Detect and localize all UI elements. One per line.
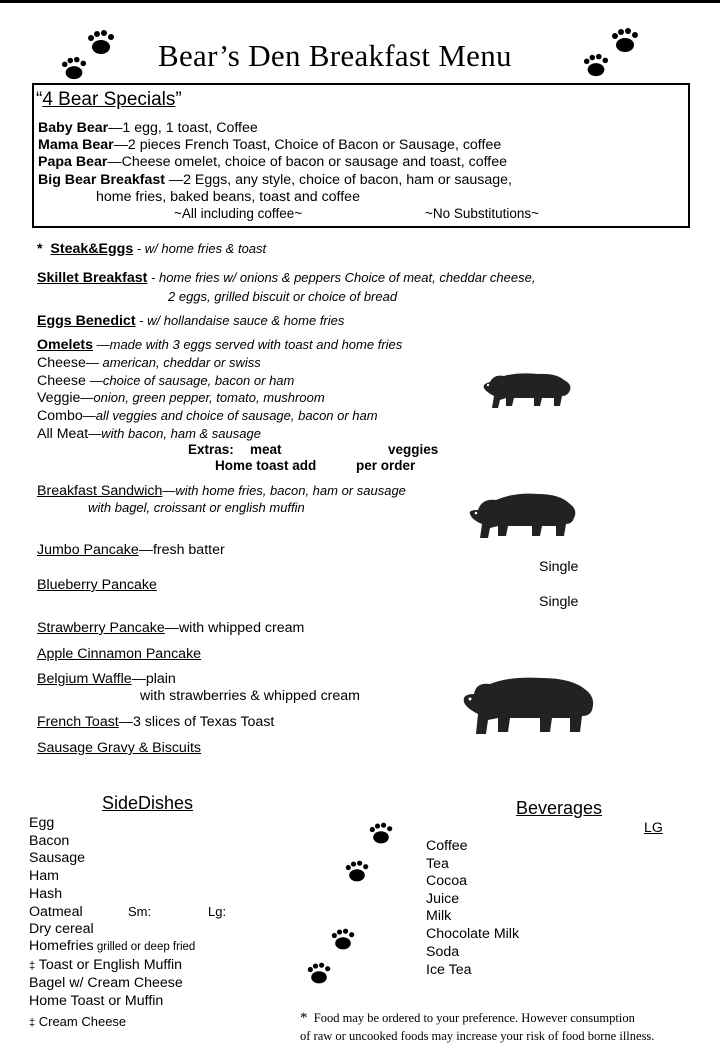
menu-french-toast: French Toast—3 slices of Texas Toast (37, 714, 275, 730)
menu-steak-eggs: * Steak&Eggs - w/ home fries & toast (37, 241, 267, 257)
paw-print-icon (86, 28, 116, 56)
special-big-bear-cont: home fries, baked beans, toast and coffee (96, 189, 360, 205)
menu-skillet: Skillet Breakfast - home fries w/ onions & peppers Choice of meat, cheddar cheese, (37, 270, 536, 286)
specials-heading: “4 Bear Specials” (36, 89, 182, 110)
omelet-combo: Combo—all veggies and choice of sausage, bacon or ham (37, 408, 378, 424)
extras-meat: meat (250, 442, 282, 457)
beverage-item: Coffee (426, 838, 468, 854)
side-item: Egg (29, 815, 55, 831)
extras-veggies: veggies (388, 442, 439, 457)
side-homefries: Homefries grilled or deep fried (29, 938, 196, 954)
beverage-item: Juice (426, 891, 460, 907)
beverage-item: Chocolate Milk (426, 926, 520, 942)
paw-print-icon (306, 958, 332, 988)
beverage-item: Cocoa (426, 873, 468, 889)
paw-print-icon (610, 26, 640, 54)
special-big-bear: Big Bear Breakfast —2 Eggs, any style, choice of bacon, ham or sausage, (38, 172, 512, 188)
omelet-all-meat: All Meat—with bacon, ham & sausage (37, 426, 261, 442)
extras-label: Extras: (188, 442, 234, 457)
oatmeal-large-label: Lg: (208, 904, 227, 919)
menu-jumbo-pancake: Jumbo Pancake—fresh batter (37, 542, 225, 558)
beverage-item: Milk (426, 908, 452, 924)
menu-omelets: Omelets —made with 3 eggs served with toast and home fries (37, 337, 403, 353)
beverage-item: Soda (426, 944, 460, 960)
side-toast: ‡ Toast or English Muffin (29, 957, 183, 973)
menu-sandwich-cont: with bagel, croissant or english muffin (88, 500, 305, 515)
special-papa-bear: Papa Bear—Cheese omelet, choice of bacon or sausage and toast, coffee (38, 154, 508, 170)
menu-sausage-gravy: Sausage Gravy & Biscuits (37, 740, 202, 756)
beverage-item: Ice Tea (426, 962, 472, 978)
sides-heading: SideDishes (102, 793, 194, 813)
side-item: Hash (29, 886, 63, 902)
menu-waffle-cont: with strawberries & whipped cream (140, 688, 360, 704)
bear-icon (468, 488, 580, 540)
specials-footer-right: ~No Substitutions~ (425, 206, 540, 221)
bear-icon (480, 368, 575, 410)
side-oatmeal: Oatmeal (29, 904, 83, 920)
side-cream-cheese: ‡ Cream Cheese (29, 1014, 127, 1029)
beverages-heading: Beverages (516, 798, 603, 818)
bear-icon (460, 672, 600, 738)
side-bagel: Bagel w/ Cream Cheese (29, 975, 183, 991)
paw-print-icon (368, 818, 394, 848)
special-baby-bear: Baby Bear—1 egg, 1 toast, Coffee (38, 120, 258, 136)
side-item: Bacon (29, 833, 70, 849)
side-dry-cereal: Dry cereal (29, 921, 94, 937)
menu-title: Bear’s Den Breakfast Menu (158, 38, 512, 73)
extras-per-order: per order (356, 458, 416, 473)
paw-print-icon (582, 52, 610, 78)
extras-toast: Home toast add (215, 458, 317, 473)
menu-breakfast-sandwich: Breakfast Sandwich—with home fries, bacon, ham or sausage (37, 483, 406, 499)
footnote-line2: of raw or uncooked foods may increase your risk of food borne illness. (300, 1029, 655, 1043)
beverage-size-lg: LG (644, 820, 663, 836)
oatmeal-small-label: Sm: (128, 904, 152, 919)
side-home-toast: Home Toast or Muffin (29, 993, 164, 1009)
omelet-veggie: Veggie—onion, green pepper, tomato, mushroom (37, 390, 325, 406)
menu-blueberry-pancake: Blueberry Pancake (37, 577, 157, 593)
footnote-line1: * Food may be ordered to your preference. However consumption (300, 1010, 635, 1026)
omelet-cheese-meat: Cheese —choice of sausage, bacon or ham (37, 373, 295, 389)
paw-print-icon (60, 55, 88, 81)
price-label-single: Single (539, 559, 579, 575)
side-item: Ham (29, 868, 59, 884)
omelet-cheese: Cheese— american, cheddar or swiss (37, 355, 261, 371)
special-mama-bear: Mama Bear—2 pieces French Toast, Choice of Bacon or Sausage, coffee (38, 137, 502, 153)
price-label-single: Single (539, 594, 579, 610)
menu-skillet-cont: 2 eggs, grilled biscuit or choice of bread (168, 289, 398, 304)
paw-print-icon (330, 924, 356, 954)
top-border (0, 0, 720, 3)
menu-benedict: Eggs Benedict - w/ hollandaise sauce & home fries (37, 313, 345, 329)
side-item: Sausage (29, 850, 86, 866)
menu-apple-pancake: Apple Cinnamon Pancake (37, 646, 202, 662)
specials-footer-left: ~All including coffee~ (174, 206, 303, 221)
menu-belgium-waffle: Belgium Waffle—plain (37, 671, 176, 687)
menu-strawberry-pancake: Strawberry Pancake—with whipped cream (37, 620, 305, 636)
beverage-item: Tea (426, 856, 449, 872)
paw-print-icon (344, 856, 370, 886)
